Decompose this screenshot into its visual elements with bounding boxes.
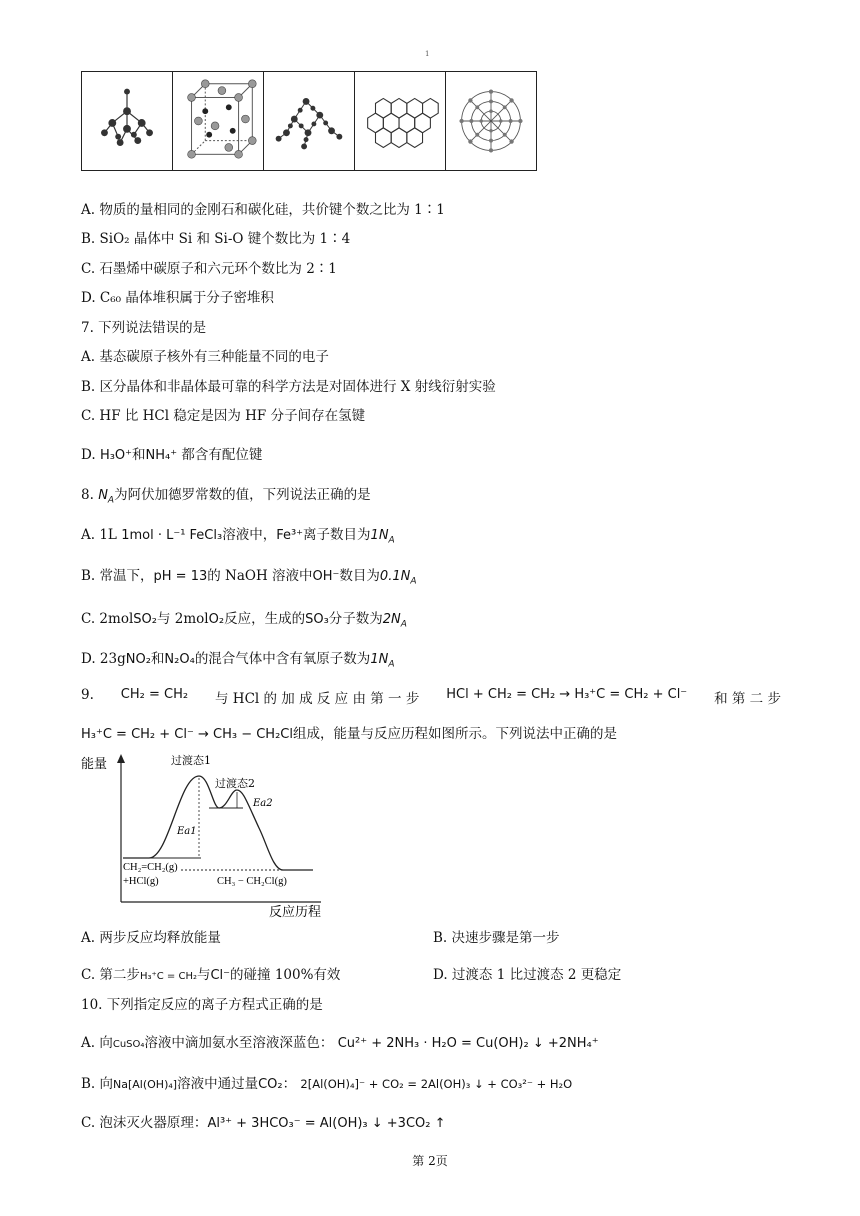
q8-a-ion: Fe³⁺ <box>276 528 304 543</box>
silica-structure-image <box>264 72 355 170</box>
q10-b-tetrahydroxoaluminate: Na[Al(OH)₄] <box>113 1078 178 1091</box>
q8-option-d: D. 23gNO₂和N₂O₄的混合气体中含有氧原子数为$1N_A$ <box>81 651 395 670</box>
q9-stem-line2: H₃⁺C = CH₂ + Cl⁻ → CH₃ − CH₂Cl组成，能量与反应历程如图所示。下列说法中正确的是 <box>81 726 617 742</box>
q10-option-b: B. 向Na[Al(OH)₄]溶液中通过量CO₂： 2[Al(OH)₄]⁻ + CO₂ = 2Al(OH)₃ ↓ + CO₃²⁻ + H₂O <box>81 1076 573 1092</box>
q7-option-b: B. 区分晶体和非晶体最可靠的科学方法是对固体进行 X 射线衍射实验 <box>81 379 496 395</box>
x-axis-label: 反应历程 <box>269 905 322 920</box>
crystal-structure-table <box>81 71 537 171</box>
q8-b-answer: $0.1N_A$ <box>379 569 417 587</box>
q8-c-o2: O₂ <box>208 612 225 627</box>
q9-option-b: B. 决速步骤是第一步 <box>433 930 560 946</box>
q9-option-a: A. 两步反应均释放能量 <box>81 930 221 946</box>
q10-option-a: A. 向CuSO₄溶液中滴加氨水至溶液深蓝色： Cu²⁺ + 2NH₃ · H₂O = Cu(OH)₂ ↓ +2NH₄⁺ <box>81 1035 599 1051</box>
c60-fullerene-image <box>446 72 536 170</box>
q7-d-suffix: 都含有配位键 <box>181 447 263 463</box>
y-axis-label: 能量 <box>81 757 108 772</box>
q10-a-equation: Cu²⁺ + 2NH₃ · H₂O = Cu(OH)₂ ↓ +2NH₄⁺ <box>337 1036 599 1051</box>
q10-stem: 10. 下列指定反应的离子方程式正确的是 <box>81 997 323 1013</box>
q8-c-so2: SO₂ <box>133 612 157 627</box>
q6-option-d: D. C₆₀ 晶体堆积属于分子密堆积 <box>81 290 274 306</box>
q8-option-b: B. 常温下，pH = 13的 NaOH 溶液中OH⁻数目为$0.1N_A$ <box>81 568 417 587</box>
q10-b-co2: CO₂ <box>258 1077 283 1092</box>
q6-option-a: A. 物质的量相同的金刚石和碳化硅，共价键个数之比为 1∶1 <box>81 202 445 218</box>
q8-stem <box>81 486 371 510</box>
q9-ethylene: CH₂ = CH₂ <box>120 687 189 702</box>
page-top-mark: 1 <box>425 50 430 58</box>
q9-step1-equation: HCl + CH₂ = CH₂ → H₃⁺C = CH₂ + Cl⁻ <box>446 687 688 702</box>
diamond-structure-image <box>82 72 173 170</box>
q10-b-equation: 2[Al(OH)₄]⁻ + CO₂ = 2Al(OH)₃ ↓ + CO₃²⁻ + H₂O <box>300 1077 573 1091</box>
ea1-label: Ea1 <box>177 826 197 837</box>
q8-a-answer: $1N_A$ <box>370 528 395 546</box>
q8-option-c: C. 2molSO₂与 2molO₂反应，生成的SO₃分子数为$2N_A$ <box>81 611 407 630</box>
q9-c-chloride: Cl⁻ <box>210 968 231 983</box>
reactant-label-2: +HCl(g) <box>123 876 159 887</box>
q8-a-concentration: 1mol · L⁻¹ FeCl₃ <box>121 528 223 543</box>
q7-d-formula-ammonium: NH₄⁺ <box>145 448 178 463</box>
q10-option-c: C. 泡沫灭火器原理：Al³⁺ + 3HCO₃⁻ = Al(OH)₃ ↓ +3CO₂ ↑ <box>81 1115 446 1131</box>
q8-b-ph: pH = 13 <box>153 569 208 584</box>
q9-step2-equation: H₃⁺C = CH₂ + Cl⁻ → CH₃ − CH₂Cl <box>81 727 293 742</box>
energy-profile-diagram <box>81 752 341 922</box>
q7-option-c: C. HF 比 HCl 稳定是因为 HF 分子间存在氢键 <box>81 408 366 424</box>
energy-curve <box>123 776 313 870</box>
reactant-label-1: CH₂=CH₂(g) <box>123 862 178 873</box>
q8-d-n2o4: N₂O₄ <box>164 652 195 667</box>
silicon-carbide-cell-image <box>173 72 264 170</box>
transition-state-2-label: 过渡态2 <box>215 777 255 790</box>
q7-d-prefix: D. <box>81 447 96 463</box>
q8-c-answer: $2N_A$ <box>382 612 407 630</box>
page-footer: 第 2页 <box>412 1154 448 1168</box>
q9-stem-line1: 9. CH₂ = CH₂ 与 HCl 的 加 成 反 应 由 第 一 步 HCl + CH₂ = CH₂ → H₃⁺C = CH₂ + Cl⁻ 和 第 二 步 <box>81 687 781 707</box>
product-label: CH₃ − CH₂Cl(g) <box>217 876 287 887</box>
q9-option-d: D. 过渡态 1 比过渡态 2 更稳定 <box>433 967 622 983</box>
q8-b-ion: OH⁻ <box>312 569 340 584</box>
q8-na-symbol: $N_A$ <box>98 488 115 506</box>
q8-d-answer: $1N_A$ <box>370 652 395 670</box>
q7-option-d <box>81 446 262 465</box>
transition-state-1-label: 过渡态1 <box>171 754 211 767</box>
q10-c-equation: Al³⁺ + 3HCO₃⁻ = Al(OH)₃ ↓ +3CO₂ ↑ <box>207 1116 446 1131</box>
q8-option-a: A. 1L 1mol · L⁻¹ FeCl₃溶液中，Fe³⁺离子数目为$1N_A$ <box>81 527 395 546</box>
q7-option-a: A. 基态碳原子核外有三种能量不同的电子 <box>81 349 329 365</box>
q6-option-c: C. 石墨烯中碳原子和六元环个数比为 2∶1 <box>81 261 337 277</box>
q6-option-b: B. SiO₂ 晶体中 Si 和 Si-O 键个数比为 1∶4 <box>81 231 351 247</box>
graphene-layer-image <box>355 72 446 170</box>
q8-d-no2: NO₂ <box>125 652 151 667</box>
q9-c-carbocation: H₃⁺C = CH₂ <box>139 971 197 982</box>
q7-d-formula-hydronium: H₃O⁺ <box>99 448 133 463</box>
q10-a-cuso4: CuSO₄ <box>112 1039 145 1050</box>
ea2-label: Ea2 <box>253 798 273 809</box>
q9-option-c: C. 第二步H₃⁺C = CH₂与Cl⁻的碰撞 100%有效 <box>81 967 341 983</box>
q8-stem-number: 8. <box>81 487 94 503</box>
q8-stem-text: 为阿伏加德罗常数的值，下列说法正确的是 <box>114 487 371 503</box>
q7-stem: 7. 下列说法错误的是 <box>81 320 207 336</box>
q8-c-so3: SO₃ <box>305 612 329 627</box>
q7-d-and: 和 <box>132 447 146 463</box>
